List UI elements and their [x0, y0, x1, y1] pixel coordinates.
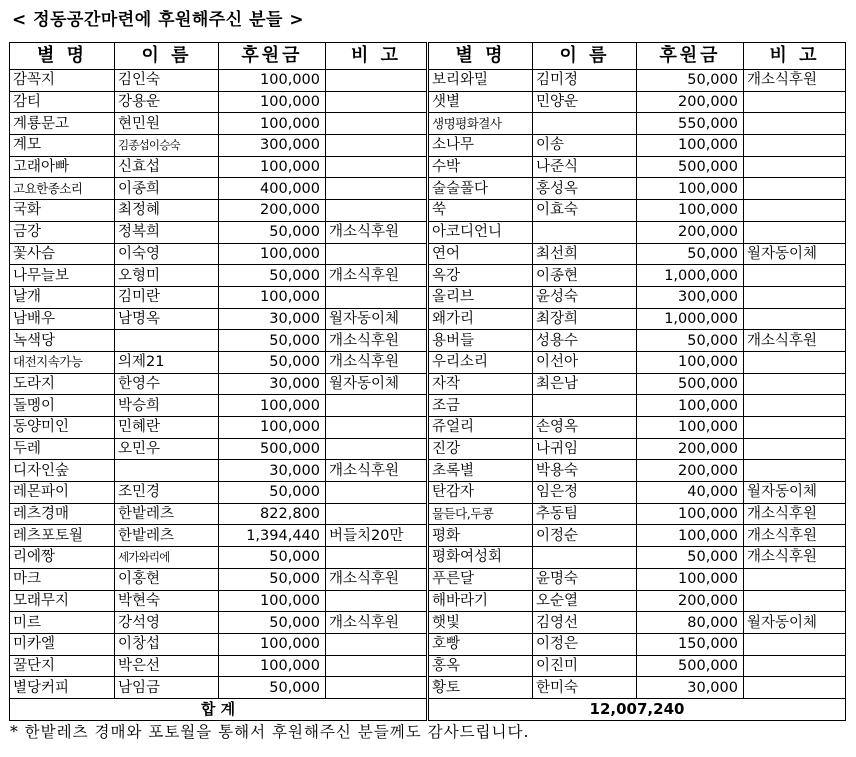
- cell-nickname: 도라지: [10, 373, 115, 395]
- cell-nickname: 디자인숲: [10, 460, 115, 482]
- cell-nickname: 감티: [10, 91, 115, 113]
- cell-nickname: 꿀단지: [10, 655, 115, 677]
- cell-name: 김인숙: [115, 70, 219, 92]
- cell-name: 이선아: [533, 351, 637, 373]
- cell-amount: 822,800: [219, 503, 326, 525]
- cell-name: 나준식: [533, 156, 637, 178]
- cell-note: [744, 156, 846, 178]
- total-label: 합 계: [10, 698, 428, 720]
- cell-nickname: 마크: [10, 568, 115, 590]
- cell-nickname: 올리브: [428, 286, 533, 308]
- cell-nickname: 우리소리: [428, 351, 533, 373]
- cell-name: 성용수: [533, 330, 637, 352]
- cell-note: [326, 156, 428, 178]
- cell-nickname: 레츠포토월: [10, 525, 115, 547]
- cell-name: 한밭레츠: [115, 525, 219, 547]
- cell-amount: 200,000: [219, 200, 326, 222]
- table-row: [10, 633, 846, 655]
- cell-amount: 500,000: [219, 438, 326, 460]
- cell-amount: 100,000: [637, 178, 744, 200]
- cell-note: 개소식후원: [744, 70, 846, 92]
- table-row: [10, 547, 846, 569]
- cell-note: 개소식후원: [326, 568, 428, 590]
- cell-note: [326, 135, 428, 157]
- cell-note: 개소식후원: [326, 330, 428, 352]
- cell-name: 홍성옥: [533, 178, 637, 200]
- cell-name: 윤명숙: [533, 568, 637, 590]
- cell-name: 윤성숙: [533, 286, 637, 308]
- cell-name: 김영선: [533, 612, 637, 634]
- cell-nickname: 계룡문고: [10, 113, 115, 135]
- cell-name: 이정은: [533, 633, 637, 655]
- cell-nickname: 술술풀다: [428, 178, 533, 200]
- cell-name: [115, 460, 219, 482]
- cell-nickname: 고래아빠: [10, 156, 115, 178]
- cell-nickname: 모래무지: [10, 590, 115, 612]
- cell-note: [326, 655, 428, 677]
- cell-note: [744, 351, 846, 373]
- header-note: 비 고: [326, 43, 428, 70]
- cell-note: [326, 91, 428, 113]
- cell-note: [326, 438, 428, 460]
- total-value: 12,007,240: [428, 698, 846, 720]
- cell-name: 나귀임: [533, 438, 637, 460]
- cell-amount: 50,000: [219, 330, 326, 352]
- cell-amount: 30,000: [219, 373, 326, 395]
- cell-amount: 200,000: [637, 91, 744, 113]
- cell-name: 한미숙: [533, 677, 637, 699]
- cell-nickname: 옥강: [428, 265, 533, 287]
- cell-name: 현민원: [115, 113, 219, 135]
- header-nickname: 별 명: [428, 43, 533, 70]
- cell-note: [326, 70, 428, 92]
- cell-note: 개소식후원: [744, 525, 846, 547]
- cell-nickname: 평화: [428, 525, 533, 547]
- cell-name: 김미란: [115, 286, 219, 308]
- cell-amount: 50,000: [219, 265, 326, 287]
- header-note: 비 고: [744, 43, 846, 70]
- cell-amount: 100,000: [637, 417, 744, 439]
- cell-name: 한밭레츠: [115, 503, 219, 525]
- cell-nickname: 평화여성회: [428, 547, 533, 569]
- cell-amount: 550,000: [637, 113, 744, 135]
- cell-amount: 50,000: [219, 547, 326, 569]
- cell-nickname: 용버들: [428, 330, 533, 352]
- cell-amount: 500,000: [637, 655, 744, 677]
- cell-note: 개소식후원: [326, 221, 428, 243]
- table-row: [10, 655, 846, 677]
- cell-name: [533, 113, 637, 135]
- table-row: [10, 395, 846, 417]
- table-row: [10, 70, 846, 92]
- cell-note: [326, 503, 428, 525]
- cell-nickname: 햇빛: [428, 612, 533, 634]
- cell-nickname: 남배우: [10, 308, 115, 330]
- cell-amount: 50,000: [219, 482, 326, 504]
- cell-amount: 100,000: [219, 70, 326, 92]
- cell-amount: 30,000: [219, 460, 326, 482]
- cell-amount: 200,000: [637, 460, 744, 482]
- cell-name: 오민우: [115, 438, 219, 460]
- cell-note: 개소식후원: [744, 503, 846, 525]
- table-row: [10, 243, 846, 265]
- cell-note: [744, 590, 846, 612]
- cell-name: 최은남: [533, 373, 637, 395]
- cell-name: 최선희: [533, 243, 637, 265]
- cell-note: 개소식후원: [744, 547, 846, 569]
- cell-note: 개소식후원: [326, 460, 428, 482]
- total-row: [10, 698, 846, 720]
- cell-nickname: 황토: [428, 677, 533, 699]
- cell-amount: 200,000: [637, 221, 744, 243]
- table-body: [10, 70, 846, 699]
- cell-amount: 100,000: [219, 590, 326, 612]
- cell-nickname: 고요한종소리: [10, 178, 115, 200]
- cell-name: 이종현: [533, 265, 637, 287]
- cell-nickname: 미카엘: [10, 633, 115, 655]
- cell-amount: 50,000: [219, 612, 326, 634]
- table-row: [10, 482, 846, 504]
- cell-nickname: 날개: [10, 286, 115, 308]
- header-name: 이 름: [115, 43, 219, 70]
- cell-amount: 40,000: [637, 482, 744, 504]
- cell-amount: 200,000: [637, 590, 744, 612]
- cell-amount: 100,000: [219, 156, 326, 178]
- cell-amount: 100,000: [637, 395, 744, 417]
- cell-nickname: 해바라기: [428, 590, 533, 612]
- cell-amount: 500,000: [637, 156, 744, 178]
- cell-nickname: 레츠경매: [10, 503, 115, 525]
- cell-note: [326, 590, 428, 612]
- cell-note: [326, 395, 428, 417]
- cell-note: 개소식후원: [326, 351, 428, 373]
- table-row: [10, 460, 846, 482]
- cell-amount: 400,000: [219, 178, 326, 200]
- cell-amount: 100,000: [219, 243, 326, 265]
- cell-amount: 1,000,000: [637, 265, 744, 287]
- cell-note: [744, 265, 846, 287]
- cell-nickname: 생명평화결사: [428, 113, 533, 135]
- cell-nickname: 계모: [10, 135, 115, 157]
- cell-note: 개소식후원: [326, 265, 428, 287]
- cell-name: 손영옥: [533, 417, 637, 439]
- cell-note: [744, 91, 846, 113]
- cell-amount: 100,000: [219, 286, 326, 308]
- table-row: [10, 221, 846, 243]
- cell-amount: 150,000: [637, 633, 744, 655]
- cell-amount: 500,000: [637, 373, 744, 395]
- cell-nickname: 나무늘보: [10, 265, 115, 287]
- cell-amount: 100,000: [219, 417, 326, 439]
- cell-nickname: 리에짱: [10, 547, 115, 569]
- cell-nickname: 쥬얼리: [428, 417, 533, 439]
- cell-name: 이창섭: [115, 633, 219, 655]
- table-row: [10, 265, 846, 287]
- cell-name: 오형미: [115, 265, 219, 287]
- cell-amount: 1,000,000: [637, 308, 744, 330]
- cell-note: [744, 308, 846, 330]
- cell-name: 최장희: [533, 308, 637, 330]
- cell-name: 남명옥: [115, 308, 219, 330]
- cell-note: [744, 677, 846, 699]
- cell-nickname: 호빵: [428, 633, 533, 655]
- cell-name: 이정순: [533, 525, 637, 547]
- table-row: [10, 568, 846, 590]
- cell-nickname: 연어: [428, 243, 533, 265]
- cell-note: [744, 113, 846, 135]
- donor-table: [9, 42, 846, 721]
- cell-name: 한영수: [115, 373, 219, 395]
- table-row: [10, 438, 846, 460]
- cell-amount: 50,000: [219, 568, 326, 590]
- cell-amount: 100,000: [219, 633, 326, 655]
- cell-nickname: 샛별: [428, 91, 533, 113]
- cell-nickname: 두레: [10, 438, 115, 460]
- cell-nickname: 녹색당: [10, 330, 115, 352]
- cell-note: 월자동이체: [744, 482, 846, 504]
- cell-nickname: 별당커피: [10, 677, 115, 699]
- cell-name: [115, 330, 219, 352]
- cell-note: [744, 438, 846, 460]
- cell-amount: 50,000: [637, 330, 744, 352]
- cell-note: 월자동이체: [744, 612, 846, 634]
- cell-note: 월자동이체: [326, 373, 428, 395]
- cell-name: 임은정: [533, 482, 637, 504]
- cell-name: 오순열: [533, 590, 637, 612]
- cell-nickname: 소나무: [428, 135, 533, 157]
- cell-amount: 50,000: [637, 70, 744, 92]
- cell-nickname: 국화: [10, 200, 115, 222]
- cell-name: [533, 395, 637, 417]
- cell-note: [744, 460, 846, 482]
- cell-nickname: 왜가리: [428, 308, 533, 330]
- table-row: [10, 525, 846, 547]
- cell-note: [326, 113, 428, 135]
- cell-note: [744, 200, 846, 222]
- table-row: [10, 417, 846, 439]
- cell-amount: 50,000: [219, 221, 326, 243]
- table-row: [10, 200, 846, 222]
- cell-name: 남임금: [115, 677, 219, 699]
- cell-name: 추동팀: [533, 503, 637, 525]
- cell-amount: 30,000: [219, 308, 326, 330]
- cell-name: 이진미: [533, 655, 637, 677]
- table-row: [10, 590, 846, 612]
- cell-note: [744, 286, 846, 308]
- cell-amount: 30,000: [637, 677, 744, 699]
- cell-name: 이홍현: [115, 568, 219, 590]
- cell-name: 세가와리에: [115, 547, 219, 569]
- table-row: [10, 286, 846, 308]
- cell-name: 이송: [533, 135, 637, 157]
- cell-note: [326, 243, 428, 265]
- table-row: [10, 503, 846, 525]
- cell-amount: 80,000: [637, 612, 744, 634]
- table-row: [10, 373, 846, 395]
- header-amount: 후원금: [219, 43, 326, 70]
- cell-name: 김미정: [533, 70, 637, 92]
- cell-nickname: 조금: [428, 395, 533, 417]
- header-nickname: 별 명: [10, 43, 115, 70]
- cell-nickname: 진강: [428, 438, 533, 460]
- cell-amount: 1,394,440: [219, 525, 326, 547]
- cell-amount: 100,000: [219, 655, 326, 677]
- cell-name: 의제21: [115, 351, 219, 373]
- cell-amount: 300,000: [219, 135, 326, 157]
- cell-name: 이효숙: [533, 200, 637, 222]
- cell-name: 조민경: [115, 482, 219, 504]
- header-row: [10, 43, 846, 70]
- cell-note: [326, 482, 428, 504]
- cell-amount: 100,000: [637, 351, 744, 373]
- cell-nickname: 쑥: [428, 200, 533, 222]
- footnote: * 한밭레츠 경매와 포토월을 통해서 후원해주신 분들께도 감사드립니다.: [10, 723, 530, 741]
- cell-nickname: 홍옥: [428, 655, 533, 677]
- cell-amount: 100,000: [637, 568, 744, 590]
- cell-name: 정복희: [115, 221, 219, 243]
- cell-note: [326, 677, 428, 699]
- cell-note: [744, 417, 846, 439]
- header-name: 이 름: [533, 43, 637, 70]
- cell-note: [744, 395, 846, 417]
- cell-amount: 50,000: [219, 351, 326, 373]
- cell-amount: 100,000: [637, 135, 744, 157]
- table-row: [10, 612, 846, 634]
- cell-nickname: 돌멩이: [10, 395, 115, 417]
- cell-nickname: 대전지속가능: [10, 351, 115, 373]
- cell-name: [533, 221, 637, 243]
- table-row: [10, 91, 846, 113]
- cell-note: [326, 547, 428, 569]
- cell-name: 박은선: [115, 655, 219, 677]
- cell-amount: 100,000: [637, 200, 744, 222]
- cell-name: 이숙영: [115, 243, 219, 265]
- cell-nickname: 아코디언니: [428, 221, 533, 243]
- table-row: [10, 113, 846, 135]
- cell-note: 개소식후원: [326, 612, 428, 634]
- table-row: [10, 135, 846, 157]
- cell-name: 강석영: [115, 612, 219, 634]
- cell-note: [326, 178, 428, 200]
- cell-note: [744, 178, 846, 200]
- cell-note: [744, 221, 846, 243]
- cell-nickname: 푸른달: [428, 568, 533, 590]
- cell-nickname: 초록별: [428, 460, 533, 482]
- cell-name: 박승희: [115, 395, 219, 417]
- cell-nickname: 자작: [428, 373, 533, 395]
- table-row: [10, 178, 846, 200]
- cell-amount: 100,000: [219, 91, 326, 113]
- cell-amount: 300,000: [637, 286, 744, 308]
- page-title: < 정동공간마련에 후원해주신 분들 >: [12, 10, 305, 30]
- cell-amount: 50,000: [219, 677, 326, 699]
- cell-amount: 100,000: [637, 503, 744, 525]
- cell-nickname: 금강: [10, 221, 115, 243]
- cell-name: 신효섭: [115, 156, 219, 178]
- cell-note: [326, 200, 428, 222]
- cell-note: 버들치20만: [326, 525, 428, 547]
- cell-note: [326, 633, 428, 655]
- cell-note: [744, 568, 846, 590]
- cell-amount: 100,000: [219, 395, 326, 417]
- cell-nickname: 수박: [428, 156, 533, 178]
- cell-nickname: 미르: [10, 612, 115, 634]
- cell-note: 월자동이체: [744, 243, 846, 265]
- cell-note: 개소식후원: [744, 330, 846, 352]
- cell-nickname: 물듣다,두콩: [428, 503, 533, 525]
- cell-note: 월자동이체: [326, 308, 428, 330]
- cell-nickname: 보리와밀: [428, 70, 533, 92]
- table-row: [10, 156, 846, 178]
- cell-note: [744, 655, 846, 677]
- cell-nickname: 감꼭지: [10, 70, 115, 92]
- cell-amount: 100,000: [219, 113, 326, 135]
- cell-note: [326, 286, 428, 308]
- cell-amount: 50,000: [637, 243, 744, 265]
- cell-amount: 100,000: [637, 525, 744, 547]
- cell-note: [744, 633, 846, 655]
- cell-nickname: 레몬파이: [10, 482, 115, 504]
- cell-nickname: 동양미인: [10, 417, 115, 439]
- table-row: [10, 308, 846, 330]
- cell-amount: 200,000: [637, 438, 744, 460]
- cell-note: [326, 417, 428, 439]
- cell-nickname: 꽃사슴: [10, 243, 115, 265]
- cell-name: 최정혜: [115, 200, 219, 222]
- cell-note: [744, 135, 846, 157]
- cell-name: 박용숙: [533, 460, 637, 482]
- cell-name: 강용운: [115, 91, 219, 113]
- cell-name: 민혜란: [115, 417, 219, 439]
- cell-nickname: 탄감자: [428, 482, 533, 504]
- table-row: [10, 677, 846, 699]
- cell-name: 김종섭이승숙: [115, 135, 219, 157]
- table-row: [10, 330, 846, 352]
- cell-name: [533, 547, 637, 569]
- header-amount: 후원금: [637, 43, 744, 70]
- table-row: [10, 351, 846, 373]
- cell-name: 박현숙: [115, 590, 219, 612]
- cell-note: [744, 373, 846, 395]
- cell-amount: 50,000: [637, 547, 744, 569]
- cell-name: 이종희: [115, 178, 219, 200]
- cell-name: 민양운: [533, 91, 637, 113]
